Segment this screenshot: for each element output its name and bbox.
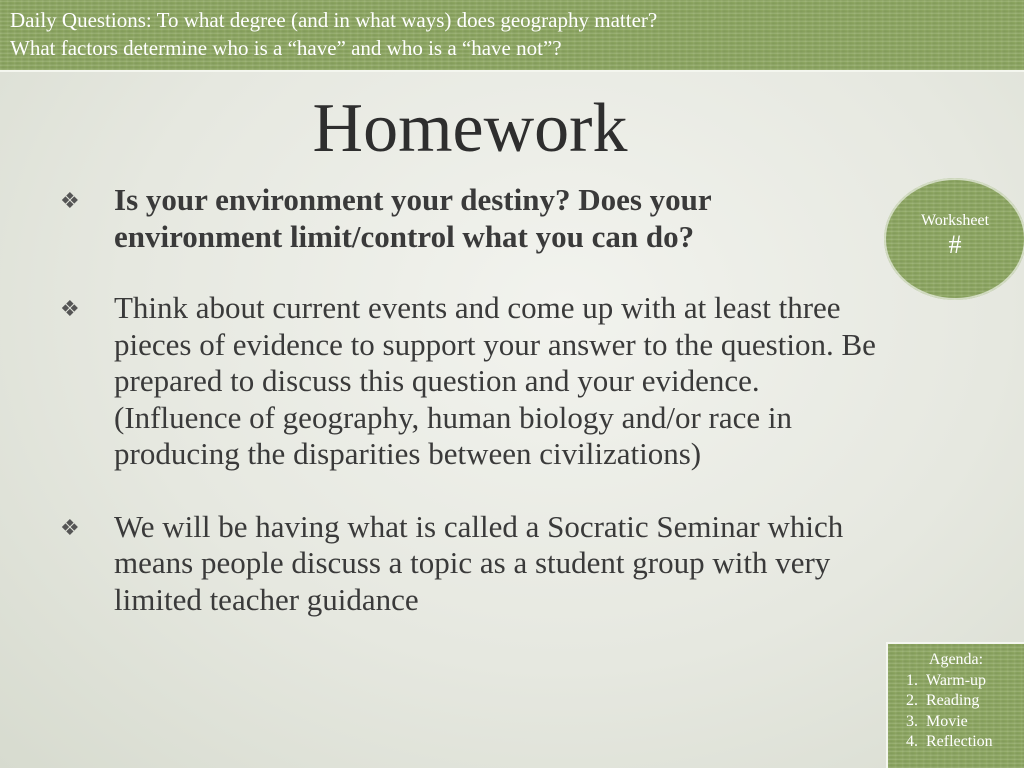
- bullet-text: Is your environment your destiny? Does your environment limit/control what you can do?: [114, 182, 712, 254]
- bullet-list: [60, 182, 880, 618]
- daily-questions-banner: [0, 0, 1024, 72]
- slide-title: Homework: [312, 90, 628, 167]
- diamond-bullet-icon: ❖: [60, 297, 80, 322]
- agenda-list: [888, 671, 1024, 753]
- agenda-item-number: 1.: [906, 671, 918, 689]
- agenda-item: [888, 671, 1024, 692]
- agenda-item-number: 2.: [906, 692, 918, 709]
- agenda-item: [888, 712, 1024, 733]
- diamond-bullet-icon: ❖: [60, 515, 80, 541]
- agenda-item-number: 3.: [906, 712, 918, 730]
- agenda-item: [888, 691, 1024, 712]
- worksheet-number: #: [948, 230, 962, 259]
- agenda-box: [886, 642, 1024, 768]
- bullet-text: Think about current events and come up with at least three pieces of evidence to support your answer to the question. Be prepared to discuss this question and your evidence. (Influence of geography, human biology and/or race in producing the disparities between civilizations): [114, 290, 876, 471]
- agenda-item-number: 4.: [906, 733, 918, 750]
- agenda-item-label: Reflection: [926, 733, 993, 750]
- agenda-item: [888, 732, 1024, 753]
- agenda-title: Agenda:: [928, 651, 984, 668]
- bullet-item: [60, 509, 880, 619]
- bullet-text: We will be having what is called a Socratic Seminar which means people discuss a topic as a student group with very limited teacher guidance: [114, 508, 844, 617]
- diamond-bullet-icon: ❖: [60, 189, 80, 214]
- agenda-item-label: Movie: [926, 712, 968, 730]
- worksheet-badge: [884, 178, 1024, 300]
- daily-question-line-2: What factors determine who is a “have” and who is a “have not”?: [10, 36, 562, 60]
- worksheet-label: Worksheet: [920, 212, 990, 229]
- agenda-item-label: Warm-up: [926, 671, 987, 689]
- bullet-item: [60, 182, 880, 255]
- daily-question-line-1: Daily Questions: To what degree (and in what ways) does geography matter?: [10, 8, 658, 32]
- bullet-item: [60, 290, 880, 473]
- agenda-item-label: Reading: [926, 692, 980, 709]
